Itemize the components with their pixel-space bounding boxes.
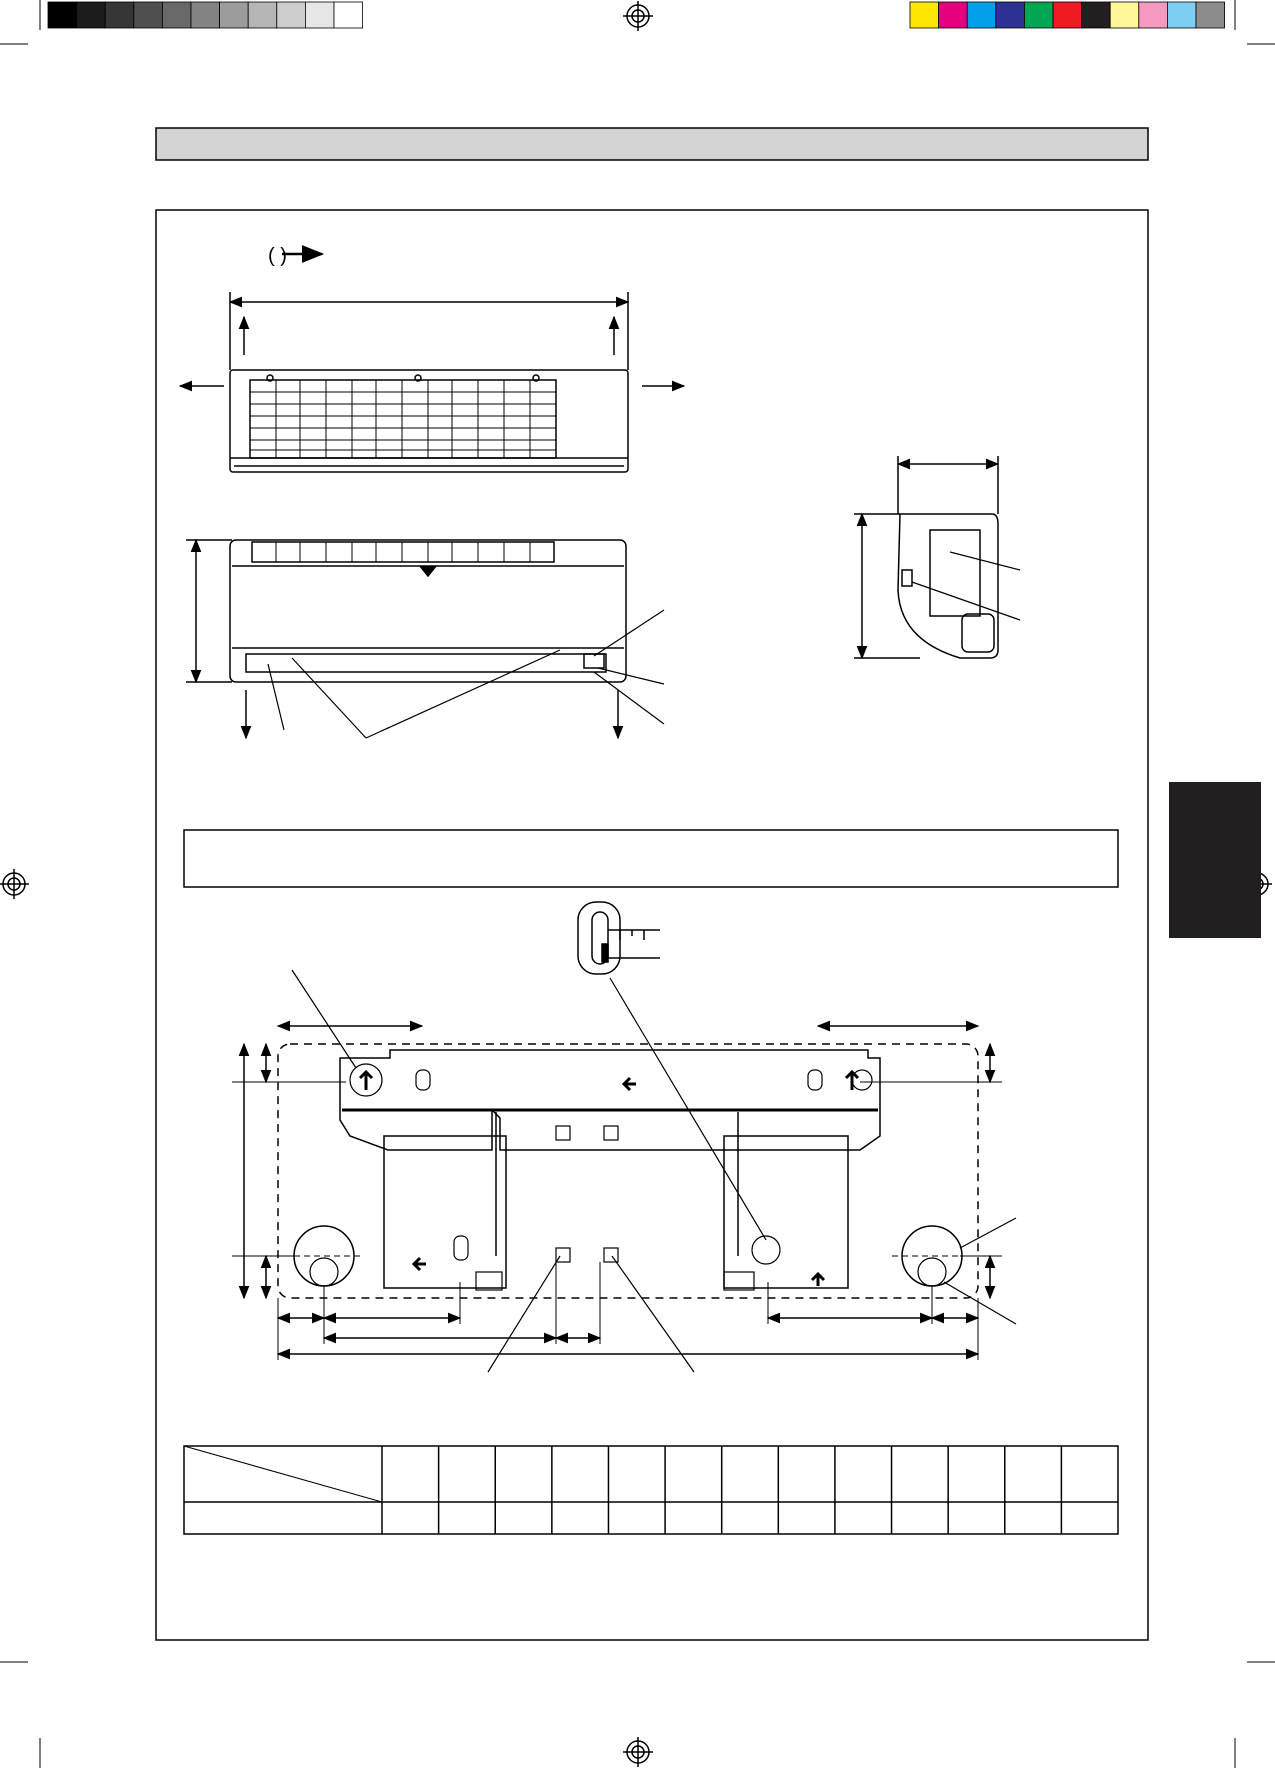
unit-front-view (186, 540, 664, 738)
level-indicator-hole (752, 1236, 780, 1264)
side-drain-port (962, 614, 994, 652)
unit-side-view (854, 456, 1020, 658)
mounting-plate-diagram (232, 902, 1016, 1372)
color-swatch (1139, 2, 1168, 28)
airflow-legend-text: ( ) (268, 245, 287, 267)
side-service-port (902, 570, 912, 586)
leader-side-panel (950, 552, 1020, 570)
color-swatch (967, 2, 996, 28)
gray-swatch (48, 2, 77, 28)
leader-outlet-right (366, 650, 560, 738)
note-box (184, 830, 1118, 887)
process-color-bar (910, 2, 1225, 28)
gray-swatch (191, 2, 220, 28)
gray-swatch (277, 2, 306, 28)
color-swatch (1167, 2, 1196, 28)
air-outlet-louver (246, 654, 606, 672)
color-swatch (996, 2, 1025, 28)
gray-swatch (334, 2, 363, 28)
grayscale-color-bar (48, 2, 363, 28)
color-swatch (939, 2, 968, 28)
color-swatch (910, 2, 939, 28)
section-header-band (156, 128, 1148, 160)
gray-swatch (105, 2, 134, 28)
gray-swatch (162, 2, 191, 28)
color-swatch (1053, 2, 1082, 28)
color-swatch (1196, 2, 1225, 28)
plate-right-leg (724, 1136, 848, 1288)
gray-swatch (248, 2, 277, 28)
registration-mark-top (623, 1, 653, 31)
registration-mark-bottom (623, 1737, 653, 1767)
dimension-table (184, 1446, 1118, 1534)
level-indicator-detail (578, 902, 660, 974)
chapter-side-tab (1169, 782, 1261, 938)
unit-top-view (180, 292, 684, 472)
plate-top-bar (340, 1050, 880, 1150)
color-swatch (1024, 2, 1053, 28)
registration-mark-left (0, 869, 29, 899)
airflow-legend (268, 245, 322, 267)
leader-outlet-left (292, 658, 366, 738)
gray-swatch (220, 2, 249, 28)
gray-swatch (77, 2, 106, 28)
gray-swatch (134, 2, 163, 28)
leader-receiver (594, 610, 664, 656)
content-frame (156, 210, 1148, 1640)
top-grille (252, 542, 554, 562)
gray-swatch (305, 2, 334, 28)
color-swatch (1082, 2, 1111, 28)
indicator-panel (584, 654, 604, 668)
plate-left-leg (384, 1136, 506, 1288)
leader-switch (594, 672, 664, 724)
leader-louver (268, 664, 284, 730)
color-swatch (1110, 2, 1139, 28)
